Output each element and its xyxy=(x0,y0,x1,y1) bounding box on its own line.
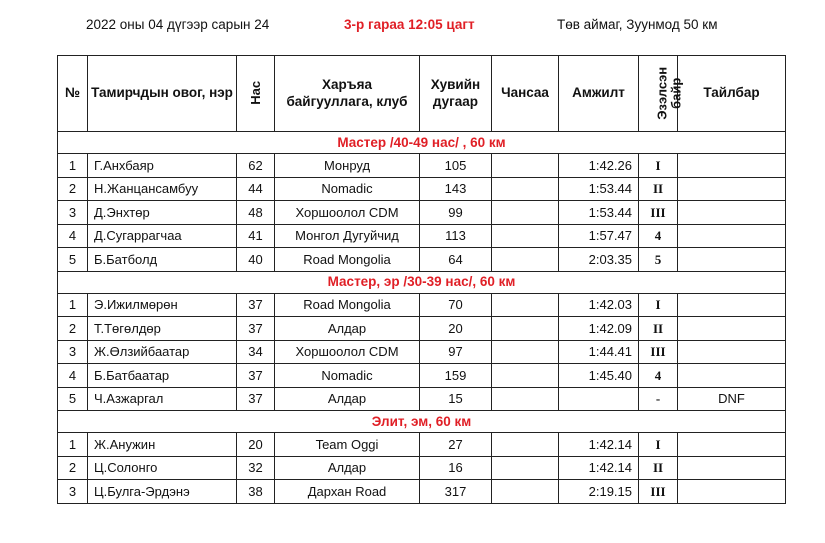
cell-note xyxy=(678,364,786,388)
table-row xyxy=(58,177,786,201)
cell-club: Team Oggi xyxy=(275,433,420,457)
cell-no: 5 xyxy=(58,248,88,272)
category-title: Мастер /40-49 нас/ , 60 км xyxy=(58,132,786,154)
col-header-bib: Хувийн дугаар xyxy=(420,56,492,132)
table-row xyxy=(58,201,786,225)
cell-note xyxy=(678,201,786,225)
cell-bib: 16 xyxy=(420,456,492,480)
cell-check xyxy=(492,456,559,480)
cell-bib: 159 xyxy=(420,364,492,388)
cell-bib: 15 xyxy=(420,387,492,411)
cell-check xyxy=(492,201,559,225)
header-row xyxy=(58,56,786,132)
cell-bib: 143 xyxy=(420,177,492,201)
cell-note xyxy=(678,177,786,201)
cell-age: 37 xyxy=(237,364,275,388)
cell-no: 1 xyxy=(58,433,88,457)
cell-club: Монруд xyxy=(275,154,420,178)
col-header-note: Тайлбар xyxy=(678,56,786,132)
cell-age: 38 xyxy=(237,480,275,504)
cell-no: 3 xyxy=(58,201,88,225)
cell-no: 3 xyxy=(58,340,88,364)
cell-check xyxy=(492,248,559,272)
cell-check xyxy=(492,293,559,317)
cell-check xyxy=(492,364,559,388)
cell-club: Хоршоолол CDM xyxy=(275,340,420,364)
cell-club: Монгол Дугуйчид xyxy=(275,224,420,248)
col-header-check: Чансаа xyxy=(492,56,559,132)
cell-bib: 27 xyxy=(420,433,492,457)
cell-result: 1:42.26 xyxy=(559,154,639,178)
cell-club: Хоршоолол CDM xyxy=(275,201,420,225)
cell-no: 4 xyxy=(58,224,88,248)
col-header-name: Тамирчдын овог, нэр xyxy=(88,56,237,132)
cell-check xyxy=(492,224,559,248)
cell-place: - xyxy=(639,387,678,411)
cell-place: I xyxy=(639,293,678,317)
cell-name: Ц.Булга-Эрдэнэ xyxy=(88,480,237,504)
cell-age: 41 xyxy=(237,224,275,248)
cell-name: Ч.Азжаргал xyxy=(88,387,237,411)
cell-club: Алдар xyxy=(275,456,420,480)
cell-name: Б.Батболд xyxy=(88,248,237,272)
cell-bib: 97 xyxy=(420,340,492,364)
cell-no: 3 xyxy=(58,480,88,504)
cell-result: 1:45.40 xyxy=(559,364,639,388)
cell-result: 1:42.03 xyxy=(559,293,639,317)
cell-check xyxy=(492,340,559,364)
table-row xyxy=(58,293,786,317)
cell-note xyxy=(678,293,786,317)
table-row xyxy=(58,224,786,248)
race-start: 3-р гараа 12:05 цагт xyxy=(344,17,475,32)
cell-place: III xyxy=(639,340,678,364)
cell-age: 20 xyxy=(237,433,275,457)
table-row xyxy=(58,480,786,504)
cell-bib: 105 xyxy=(420,154,492,178)
table-row xyxy=(58,317,786,341)
cell-no: 1 xyxy=(58,154,88,178)
cell-result: 1:42.14 xyxy=(559,456,639,480)
cell-check xyxy=(492,177,559,201)
cell-club: Road Mongolia xyxy=(275,248,420,272)
cell-check xyxy=(492,480,559,504)
race-date: 2022 оны 04 дүгээр сарын 24 xyxy=(86,17,270,32)
cell-club: Nomadic xyxy=(275,364,420,388)
cell-note xyxy=(678,248,786,272)
cell-bib: 99 xyxy=(420,201,492,225)
cell-name: Г.Анхбаяр xyxy=(88,154,237,178)
cell-age: 48 xyxy=(237,201,275,225)
cell-no: 1 xyxy=(58,293,88,317)
category-row xyxy=(58,271,786,293)
cell-age: 37 xyxy=(237,317,275,341)
cell-name: Т.Төгөлдөр xyxy=(88,317,237,341)
cell-no: 2 xyxy=(58,317,88,341)
cell-name: Б.Батбаатар xyxy=(88,364,237,388)
cell-note xyxy=(678,224,786,248)
cell-name: Д.Энхтөр xyxy=(88,201,237,225)
cell-name: Ц.Солонго xyxy=(88,456,237,480)
cell-no: 5 xyxy=(58,387,88,411)
cell-age: 32 xyxy=(237,456,275,480)
cell-no: 4 xyxy=(58,364,88,388)
cell-bib: 20 xyxy=(420,317,492,341)
cell-check xyxy=(492,433,559,457)
cell-name: Д.Сугаррагчаа xyxy=(88,224,237,248)
cell-place: II xyxy=(639,177,678,201)
cell-age: 34 xyxy=(237,340,275,364)
cell-note xyxy=(678,480,786,504)
cell-place: III xyxy=(639,480,678,504)
category-title: Мастер, эр /30-39 нас/, 60 км xyxy=(58,271,786,293)
race-location: Төв аймаг, Зуунмод 50 км xyxy=(557,17,718,32)
cell-check xyxy=(492,154,559,178)
table-row xyxy=(58,154,786,178)
cell-result: 2:03.35 xyxy=(559,248,639,272)
cell-place: 4 xyxy=(639,224,678,248)
cell-note xyxy=(678,340,786,364)
cell-club: Nomadic xyxy=(275,177,420,201)
cell-result: 2:19.15 xyxy=(559,480,639,504)
col-header-result: Амжилт xyxy=(559,56,639,132)
results-table xyxy=(57,55,786,504)
cell-bib: 113 xyxy=(420,224,492,248)
cell-place: I xyxy=(639,433,678,457)
cell-result: 1:53.44 xyxy=(559,201,639,225)
cell-result: 1:57.47 xyxy=(559,224,639,248)
cell-note xyxy=(678,317,786,341)
col-header-age: Нас xyxy=(237,56,275,132)
cell-result: 1:44.41 xyxy=(559,340,639,364)
col-header-no: № xyxy=(58,56,88,132)
cell-age: 40 xyxy=(237,248,275,272)
cell-age: 37 xyxy=(237,293,275,317)
document-header xyxy=(0,0,825,40)
table-row xyxy=(58,456,786,480)
cell-place: 4 xyxy=(639,364,678,388)
cell-name: Н.Жанцансамбуу xyxy=(88,177,237,201)
cell-note xyxy=(678,433,786,457)
cell-place: I xyxy=(639,154,678,178)
table-row xyxy=(58,364,786,388)
table-row xyxy=(58,340,786,364)
cell-check xyxy=(492,387,559,411)
cell-result: 1:42.09 xyxy=(559,317,639,341)
cell-age: 37 xyxy=(237,387,275,411)
col-header-place: Эзэлсэн байр xyxy=(639,56,678,132)
table-row xyxy=(58,387,786,411)
cell-result: 1:53.44 xyxy=(559,177,639,201)
cell-note xyxy=(678,456,786,480)
cell-bib: 317 xyxy=(420,480,492,504)
cell-place: III xyxy=(639,201,678,225)
cell-note xyxy=(678,154,786,178)
cell-club: Алдар xyxy=(275,387,420,411)
cell-place: II xyxy=(639,456,678,480)
category-row xyxy=(58,132,786,154)
cell-no: 2 xyxy=(58,456,88,480)
cell-bib: 70 xyxy=(420,293,492,317)
cell-result xyxy=(559,387,639,411)
cell-no: 2 xyxy=(58,177,88,201)
table-row xyxy=(58,248,786,272)
cell-age: 62 xyxy=(237,154,275,178)
cell-name: Э.Ижилмөрөн xyxy=(88,293,237,317)
col-header-club: Харъяа байгууллага, клуб xyxy=(275,56,420,132)
cell-name: Ж.Өлзийбаатар xyxy=(88,340,237,364)
table-row xyxy=(58,433,786,457)
cell-name: Ж.Анужин xyxy=(88,433,237,457)
cell-age: 44 xyxy=(237,177,275,201)
cell-result: 1:42.14 xyxy=(559,433,639,457)
cell-place: II xyxy=(639,317,678,341)
cell-club: Дархан Road xyxy=(275,480,420,504)
cell-place: 5 xyxy=(639,248,678,272)
category-title: Элит, эм, 60 км xyxy=(58,411,786,433)
cell-bib: 64 xyxy=(420,248,492,272)
cell-check xyxy=(492,317,559,341)
cell-note: DNF xyxy=(678,387,786,411)
category-row xyxy=(58,411,786,433)
cell-club: Road Mongolia xyxy=(275,293,420,317)
cell-club: Алдар xyxy=(275,317,420,341)
